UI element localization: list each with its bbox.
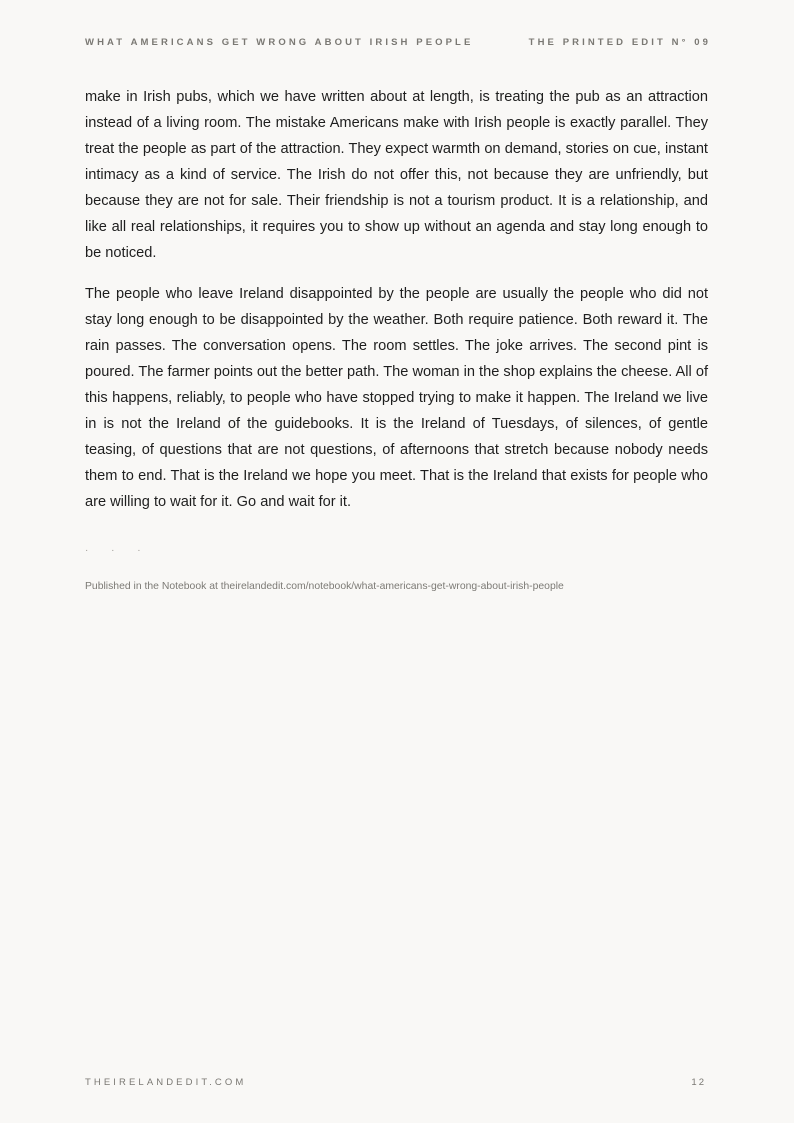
article-body [85,84,708,530]
publication-note: Published in the Notebook at theirelandedit.com/notebook/what-americans-get-wrong-about-irish-people [85,581,564,592]
page-number: 12 [691,1077,706,1088]
section-divider: · · · [85,545,151,556]
edition-label: THE PRINTED EDIT N° 09 [528,37,711,48]
body-paragraph: make in Irish pubs, which we have written about at length, is treating the pub as an attraction instead of a living room. The mistake Americans make with Irish people is exactly parallel. They treat the people as part of the attraction. They expect warmth on demand, stories on cue, instant intimacy as a kind of service. The Irish do not offer this, not because they are unfriendly, but because they are not for sale. Their friendship is not a tourism product. It is a relationship, and like all real relationships, it requires you to show up without an agenda and stay long enough to be noticed. [85,89,708,261]
article-title-header: WHAT AMERICANS GET WRONG ABOUT IRISH PEOPLE [85,37,474,48]
body-paragraph: The people who leave Ireland disappointed by the people are usually the people who did not stay long enough to be disappointed by the weather. Both require patience. Both reward it. The rain passes. The conversation opens. The room settles. The joke arrives. The second pint is poured. The farmer points out the better path. The woman in the shop explains the cheese. All of this happens, reliably, to people who have stopped trying to make it happen. The Ireland we live in is not the Ireland of the guidebooks. It is the Ireland of Tuesdays, of silences, of gentle teasing, of questions that are not questions, of afternoons that stretch because nobody needs them to end. That is the Ireland we hope you meet. That is the Ireland that exists for people who are willing to wait for it. Go and wait for it. [85,286,708,510]
running-header [85,37,711,49]
footer-site-name: THEIRELANDEDIT.COM [85,1077,247,1088]
